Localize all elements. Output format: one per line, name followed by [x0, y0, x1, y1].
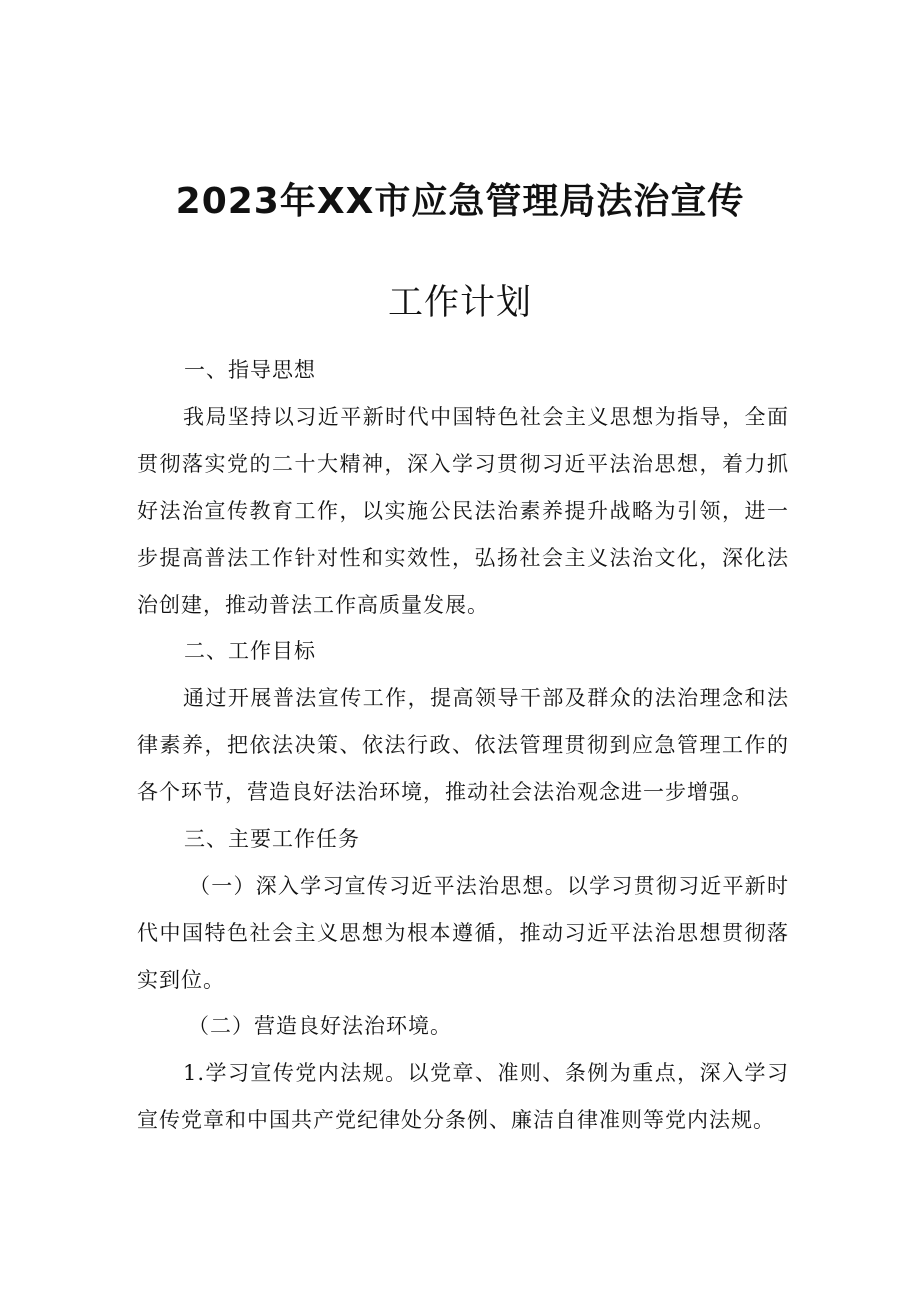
section-body-work-goals: 通过开展普法宣传工作，提高领导干部及群众的法治理念和法律素养，把依法决策、依法行政、依法管理贯彻到应急管理工作的各个环节，营造良好法治环境，推动社会法治观念进一步增强。 [137, 686, 789, 804]
section-body-guiding-ideology: 我局坚持以习近平新时代中国特色社会主义思想为指导，全面贯彻落实党的二十大精神，深入学习贯彻习近平法治思想，着力抓好法治宣传教育工作，以实施公民法治素养提升战略为引领，进一步提高普法工作针对性和实效性，弘扬社会主义法治文化，深化法治创建，推动普法工作高质量发展。 [137, 405, 789, 617]
section-heading-work-goals: 二、工作目标 [184, 639, 316, 663]
task-item-1: （一）深入学习宣传习近平法治思想。以学习贯彻习近平新时代中国特色社会主义思想为根本遵循，推动习近平法治思想贯彻落实到位。 [137, 874, 789, 992]
task-item-3: 1.学习宣传党内法规。以党章、准则、条例为重点，深入学习宣传党章和中国共产党纪律处分条例、廉洁自律准则等党内法规。 [137, 1061, 789, 1132]
task-item-2: （二）营造良好法治环境。 [188, 1014, 452, 1038]
document-title-line1: 2023年XX市应急管理局法治宣传 [175, 181, 745, 222]
section-heading-guiding-ideology: 一、指导思想 [184, 358, 316, 382]
document-title-line2: 工作计划 [387, 283, 532, 323]
section-heading-main-tasks: 三、主要工作任务 [184, 827, 360, 851]
